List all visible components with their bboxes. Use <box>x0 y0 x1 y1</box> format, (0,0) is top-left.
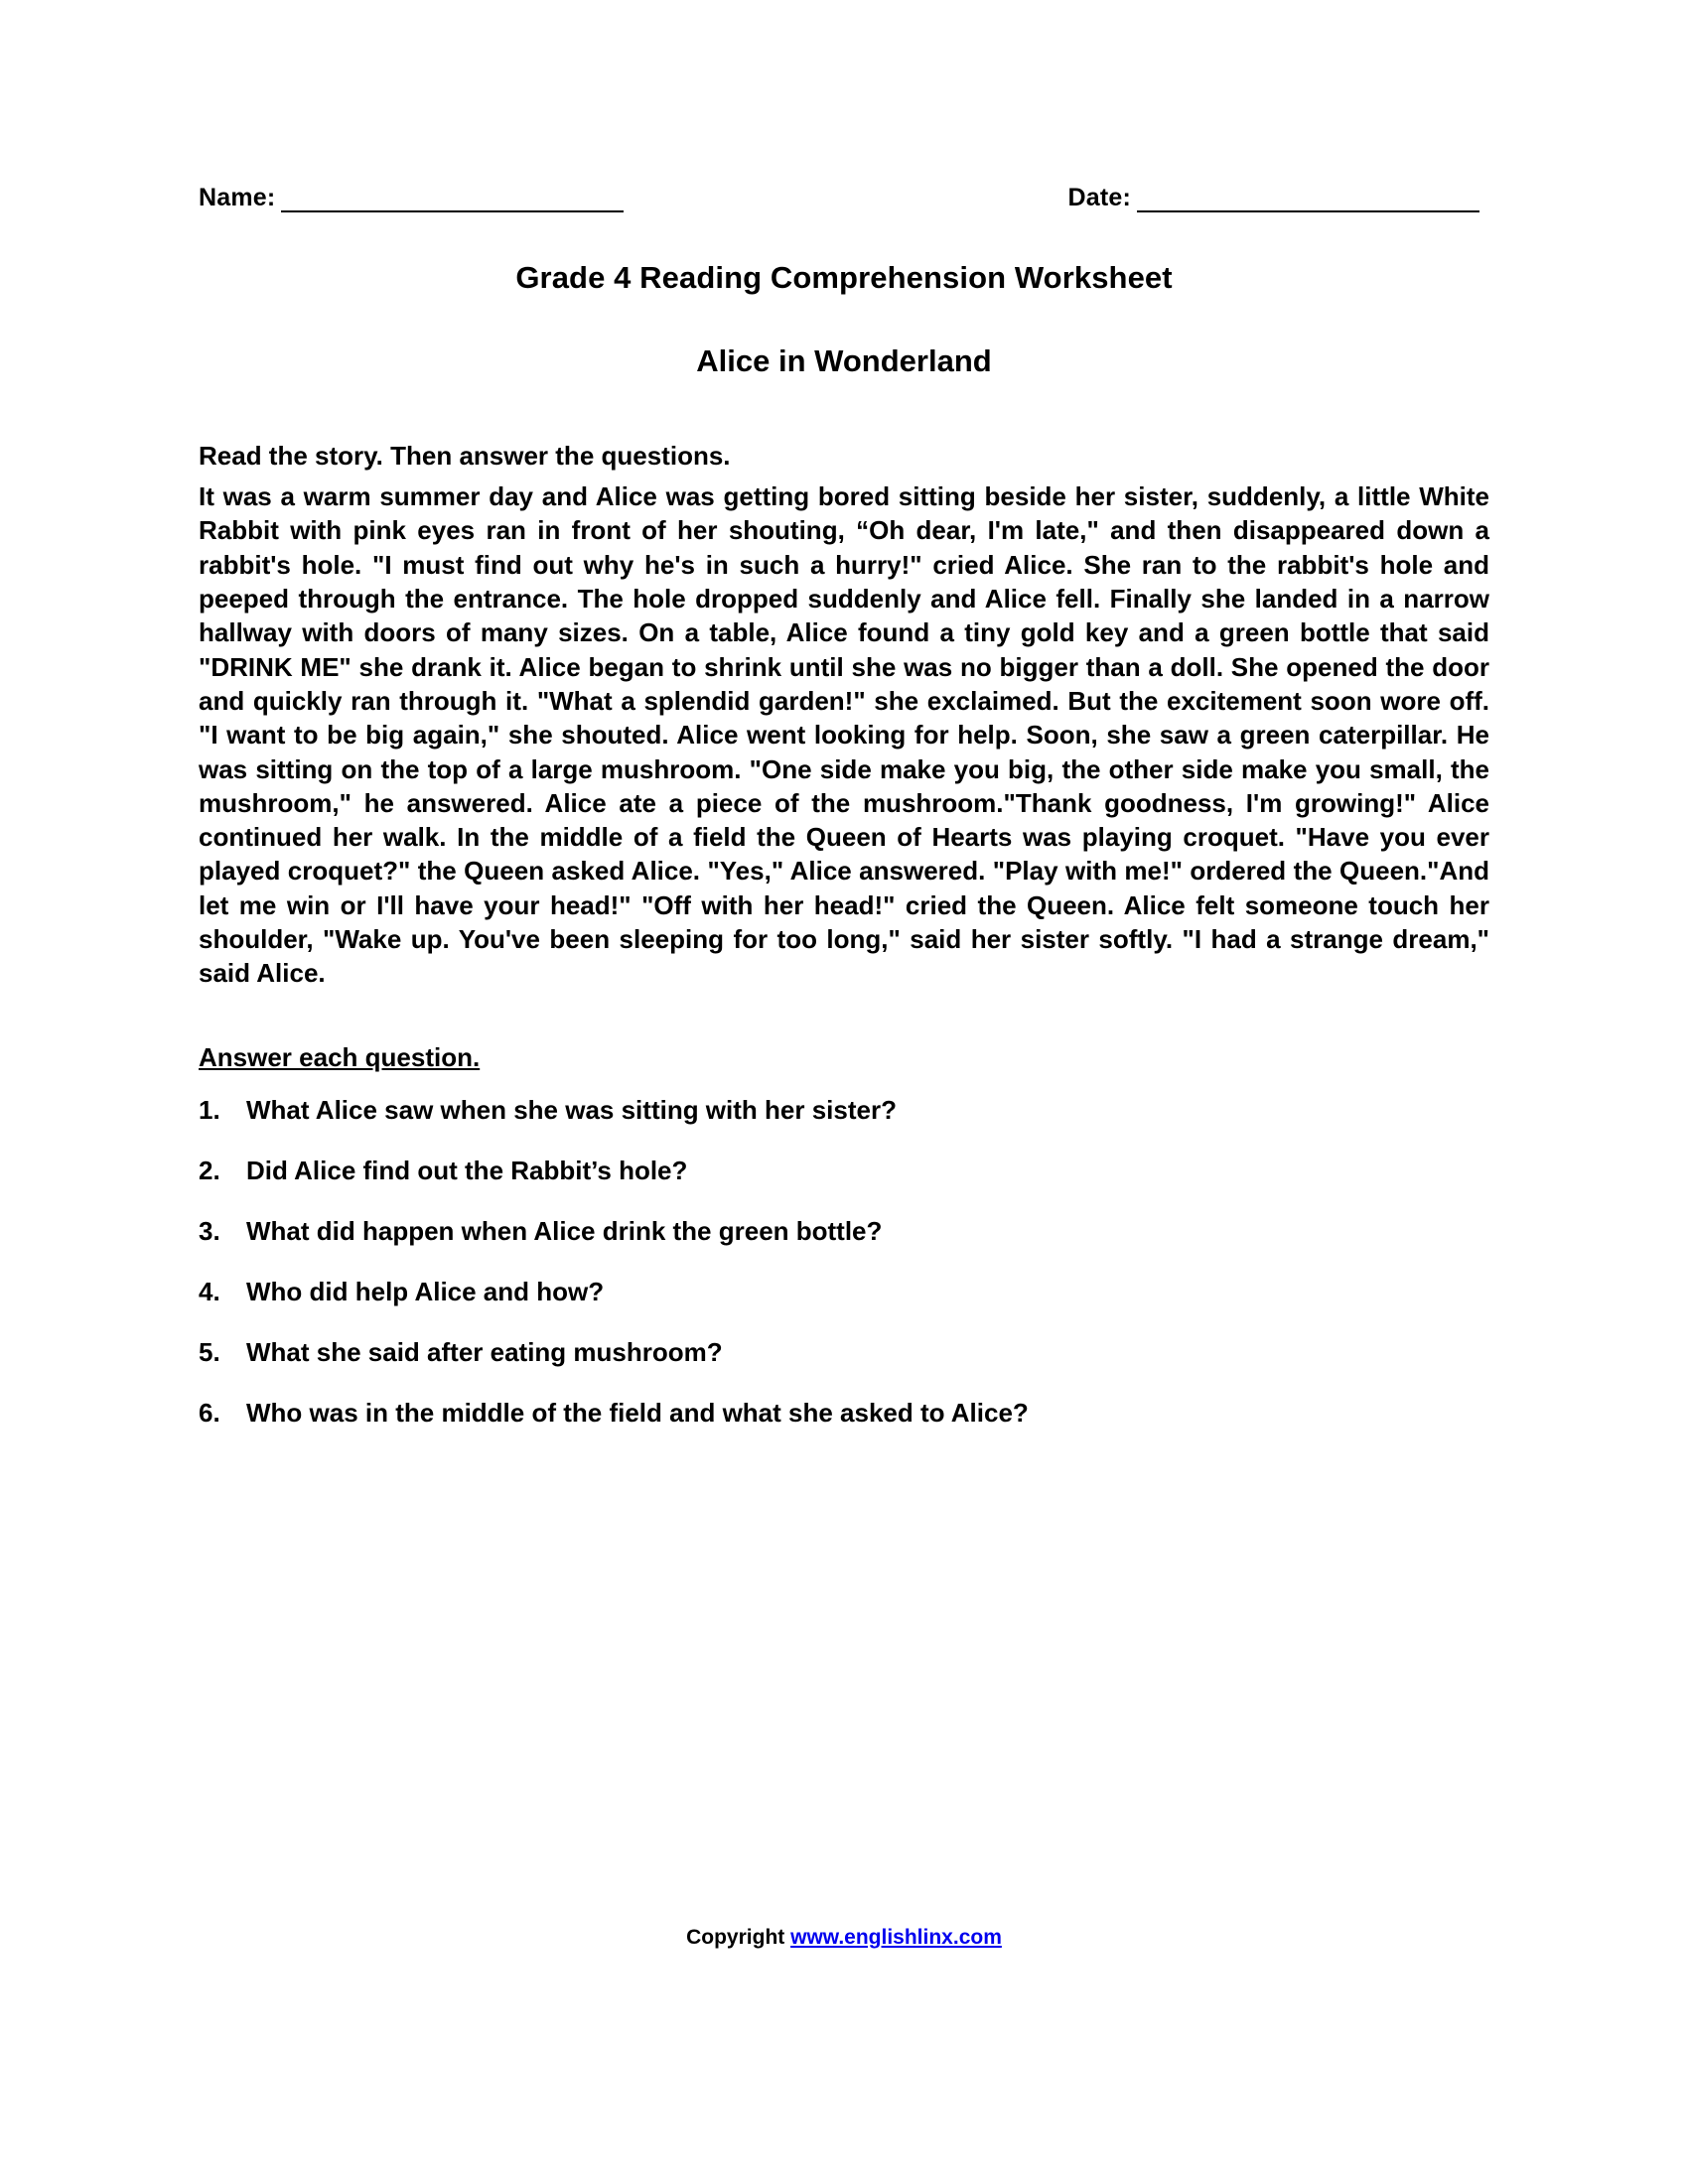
copyright-label: Copyright <box>686 1926 785 1949</box>
question-text: What she said after eating mushroom? <box>246 1336 723 1367</box>
question-text: Did Alice find out the Rabbit’s hole? <box>246 1155 688 1185</box>
name-label: Name: <box>199 184 276 211</box>
date-field <box>1067 184 1479 212</box>
name-write-line[interactable] <box>281 191 624 212</box>
list-item <box>199 1156 1489 1186</box>
date-write-line[interactable] <box>1137 191 1479 212</box>
question-number: 2. <box>199 1155 220 1185</box>
list-item <box>199 1216 1489 1247</box>
page-title: Grade 4 Reading Comprehension Worksheet <box>515 260 1173 295</box>
question-text: Who was in the middle of the field and what she asked to Alice? <box>246 1397 1029 1428</box>
question-number: 6. <box>199 1397 220 1428</box>
question-text: Who did help Alice and how? <box>246 1276 605 1306</box>
name-field <box>199 184 624 212</box>
story-title: Alice in Wonderland <box>696 343 992 378</box>
question-list <box>199 1095 1489 1429</box>
instruction-text: Read the story. Then answer the questions. <box>199 441 731 471</box>
list-item <box>199 1337 1489 1368</box>
question-text: What Alice saw when she was sitting with her sister? <box>246 1094 897 1125</box>
question-number: 4. <box>199 1276 220 1306</box>
list-item <box>199 1277 1489 1307</box>
story-passage: It was a warm summer day and Alice was getting bored sitting beside her sister, suddenly, a little White Rabbit with pink eyes ran in front of her shouting, “Oh dear, I'm late," and then disappeared down a rabbit's hole. "I must find out why he's in such a hurry!" cried Alice. She ran to the rabbit's hole and peeped through the entrance. The hole dropped suddenly and Alice fell. Finally she landed in a narrow hallway with doors of many sizes. On a table, Alice found a tiny gold key and a green bottle that said "DRINK ME" she drank it. Alice began to shrink until she was no bigger than a doll. She opened the door and quickly ran through it. "What a splendid garden!" she exclaimed. But the excitement soon wore off. "I want to be big again," she shouted. Alice went looking for help. Soon, she saw a green caterpillar. He was sitting on the top of a large mushroom. "One side make you big, the other side make you small, the mushroom," he answered. Alice ate a piece of the mushroom."Thank goodness, I'm growing!" Alice continued her walk. In the middle of a field the Queen of Hearts was playing croquet. "Have you ever played croquet?" the Queen asked Alice. "Yes," Alice answered. "Play with me!" ordered the Queen."And let me win or I'll have your head!" "Off with her head!" cried the Queen. Alice felt someone touch her shoulder, "Wake up. You've been sleeping for too long," said her sister softly. "I had a strange dream," said Alice. <box>199 481 1489 989</box>
question-number: 5. <box>199 1336 220 1367</box>
question-number: 3. <box>199 1215 220 1246</box>
list-item <box>199 1095 1489 1126</box>
question-number: 1. <box>199 1094 220 1125</box>
answer-section-heading: Answer each question. <box>199 1041 481 1072</box>
header-row <box>199 184 1489 212</box>
question-text: What did happen when Alice drink the green bottle? <box>246 1215 883 1246</box>
list-item <box>199 1398 1489 1429</box>
answer-section-heading-wrap <box>199 991 1489 1095</box>
footer <box>0 1926 1688 1950</box>
website-link[interactable]: www.englishlinx.com <box>790 1926 1002 1949</box>
date-label: Date: <box>1067 184 1131 211</box>
